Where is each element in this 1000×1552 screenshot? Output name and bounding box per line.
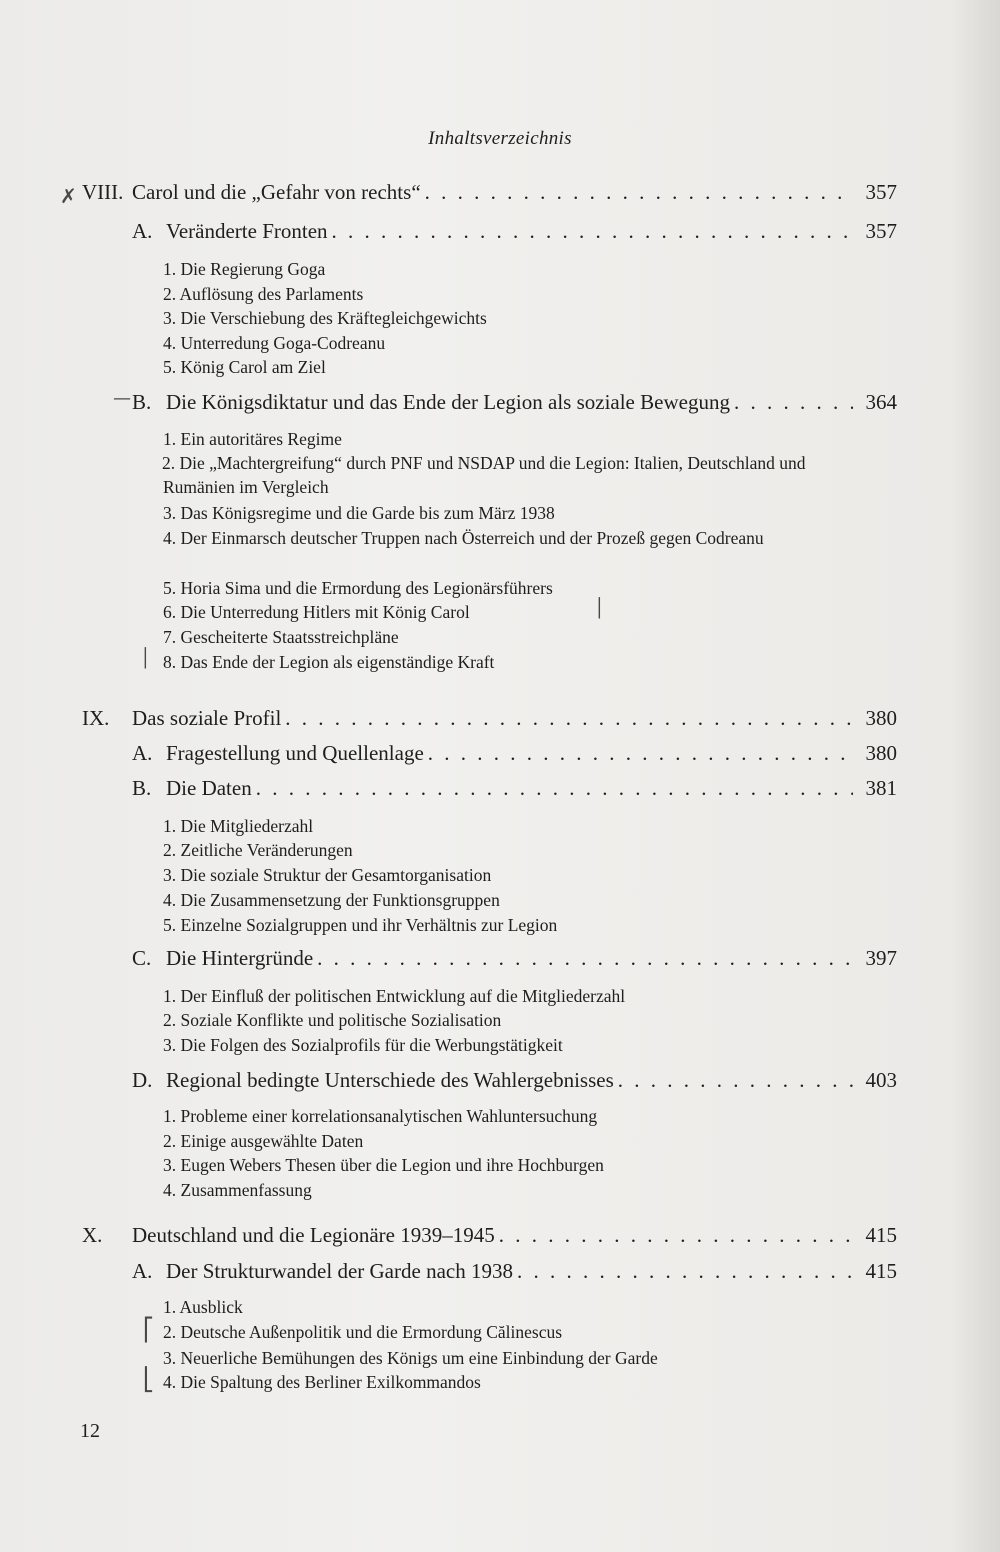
section-title: Der Strukturwandel der Garde nach 1938	[166, 1259, 513, 1283]
toc-subitem: 1. Ein autoritäres Regime	[163, 429, 342, 449]
pencil-dash-mark: —	[113, 388, 131, 409]
section-letter: A.	[132, 1259, 153, 1283]
page-number: 380	[865, 741, 897, 765]
leader-dots	[317, 946, 853, 971]
toc-subitem: 1. Ausblick	[163, 1297, 243, 1317]
page-number: 381	[865, 776, 897, 800]
page-number: 364	[865, 390, 897, 414]
toc-section-x-a	[132, 1259, 897, 1284]
toc-subitem: 7. Gescheiterte Staatsstreichpläne	[163, 627, 399, 647]
toc-subitem: 3. Eugen Webers Thesen über die Legion und ihre Hochburgen	[163, 1155, 604, 1175]
toc-subitem: 5. König Carol am Ziel	[163, 357, 326, 377]
toc-section-ix-d	[132, 1068, 897, 1093]
page-number: 415	[865, 1223, 897, 1247]
page-number: 403	[865, 1068, 897, 1092]
leader-dots	[734, 390, 853, 415]
chapter-title: Deutschland und die Legionäre 1939–1945	[132, 1223, 495, 1247]
chapter-title: Das soziale Profil	[132, 706, 282, 730]
toc-section-ix-a	[132, 741, 897, 766]
pencil-bracket-mark: ⎣	[143, 1368, 154, 1393]
toc-section-ix-b	[132, 776, 897, 801]
page-folio: 12	[80, 1420, 100, 1442]
running-head: Inhaltsverzeichnis	[428, 128, 572, 149]
toc-subitem: 3. Die soziale Struktur der Gesamtorganisation	[163, 865, 492, 885]
toc-subitem: 2. Zeitliche Veränderungen	[163, 840, 353, 860]
section-title: Regional bedingte Unterschiede des Wahlergebnisses	[166, 1068, 614, 1092]
toc-section-ix-c	[132, 946, 897, 971]
page-number: 380	[865, 706, 897, 730]
toc-subitem: 3. Die Verschiebung des Kräftegleichgewichts	[163, 308, 487, 328]
toc-subitem: 6. Die Unterredung Hitlers mit König Carol	[163, 602, 470, 622]
section-letter: C.	[132, 946, 152, 970]
leader-dots	[618, 1068, 853, 1093]
page-number: 397	[865, 946, 897, 970]
chapter-title: Carol und die „Gefahr von rechts“	[132, 180, 421, 204]
toc-chapter-x	[82, 1223, 897, 1248]
toc-subitem: 2. Einige ausgewählte Daten	[163, 1131, 364, 1151]
leader-dots	[285, 706, 853, 731]
toc-subitem: 3. Das Königsregime und die Garde bis zum März 1938	[163, 503, 555, 523]
section-letter: D.	[132, 1068, 153, 1092]
toc-section-viii-a	[132, 219, 897, 244]
leader-dots	[499, 1223, 853, 1248]
section-letter: A.	[132, 741, 153, 765]
leader-dots	[428, 741, 853, 766]
toc-subitem: 4. Zusammenfassung	[163, 1180, 312, 1200]
pencil-vertical-mark: │	[594, 598, 605, 619]
chapter-number: VIII.	[82, 180, 124, 204]
leader-dots	[256, 776, 853, 801]
chapter-number: X.	[82, 1223, 103, 1247]
toc-subitem: 2. Auflösung des Parlaments	[163, 284, 364, 304]
toc-subitem: 2. Deutsche Außenpolitik und die Ermordung Călinescus	[163, 1322, 563, 1342]
section-title: Die Königsdiktatur und das Ende der Legion als soziale Bewegung	[166, 390, 730, 414]
toc-subitem: 5. Horia Sima und die Ermordung des Legionärsführers	[163, 578, 553, 598]
toc-subitem: 3. Neuerliche Bemühungen des Königs um eine Einbindung der Garde	[163, 1348, 658, 1368]
toc-subitem: 4. Der Einmarsch deutscher Truppen nach Österreich und der Prozeß gegen Codreanu	[163, 528, 764, 548]
toc-subitem: 1. Die Regierung Goga	[163, 259, 326, 279]
toc-subitem: 4. Unterredung Goga-Codreanu	[163, 333, 386, 353]
toc-section-viii-b	[132, 390, 897, 415]
toc-chapter-ix	[82, 706, 897, 731]
chapter-number: IX.	[82, 706, 110, 730]
toc-chapter-viii	[82, 180, 897, 205]
section-letter: A.	[132, 219, 153, 243]
leader-dots	[425, 180, 853, 205]
pencil-bracket-mark: ⎡	[143, 1318, 154, 1343]
section-title: Die Hintergründe	[166, 946, 314, 970]
section-letter: B.	[132, 390, 152, 414]
section-title: Veränderte Fronten	[166, 219, 328, 243]
leader-dots	[517, 1259, 853, 1284]
leader-dots	[332, 219, 853, 244]
toc-subitem: 1. Probleme einer korrelationsanalytischen Wahluntersuchung	[163, 1106, 598, 1126]
section-letter: B.	[132, 776, 152, 800]
section-title: Die Daten	[166, 776, 252, 800]
page-number: 357	[865, 219, 897, 243]
toc-subitem: 3. Die Folgen des Sozialprofils für die Werbungstätigkeit	[163, 1035, 563, 1055]
toc-subitem: 5. Einzelne Sozialgruppen und ihr Verhältnis zur Legion	[163, 915, 558, 935]
page-number: 357	[865, 180, 897, 204]
toc-subitem: 1. Die Mitgliederzahl	[163, 816, 314, 836]
toc-subitem: 1. Der Einfluß der politischen Entwicklung auf die Mitgliederzahl	[163, 986, 626, 1006]
section-title: Fragestellung und Quellenlage	[166, 741, 424, 765]
pencil-cross-mark: ✗	[60, 184, 77, 208]
toc-subitem: 4. Die Spaltung des Berliner Exilkommandos	[163, 1372, 481, 1392]
page-number: 415	[865, 1259, 897, 1283]
toc-subitem: 4. Die Zusammensetzung der Funktionsgruppen	[163, 890, 500, 910]
toc-subitem: 2. Die „Machtergreifung“ durch PNF und NSDAP und die Legion: Italien, Deutschland und Rumänien im Vergleich	[162, 453, 806, 497]
toc-subitem: 8. Das Ende der Legion als eigenständige Kraft	[163, 652, 495, 672]
toc-subitem: 2. Soziale Konflikte und politische Sozialisation	[163, 1010, 502, 1030]
pencil-tick-mark: │	[140, 648, 151, 669]
